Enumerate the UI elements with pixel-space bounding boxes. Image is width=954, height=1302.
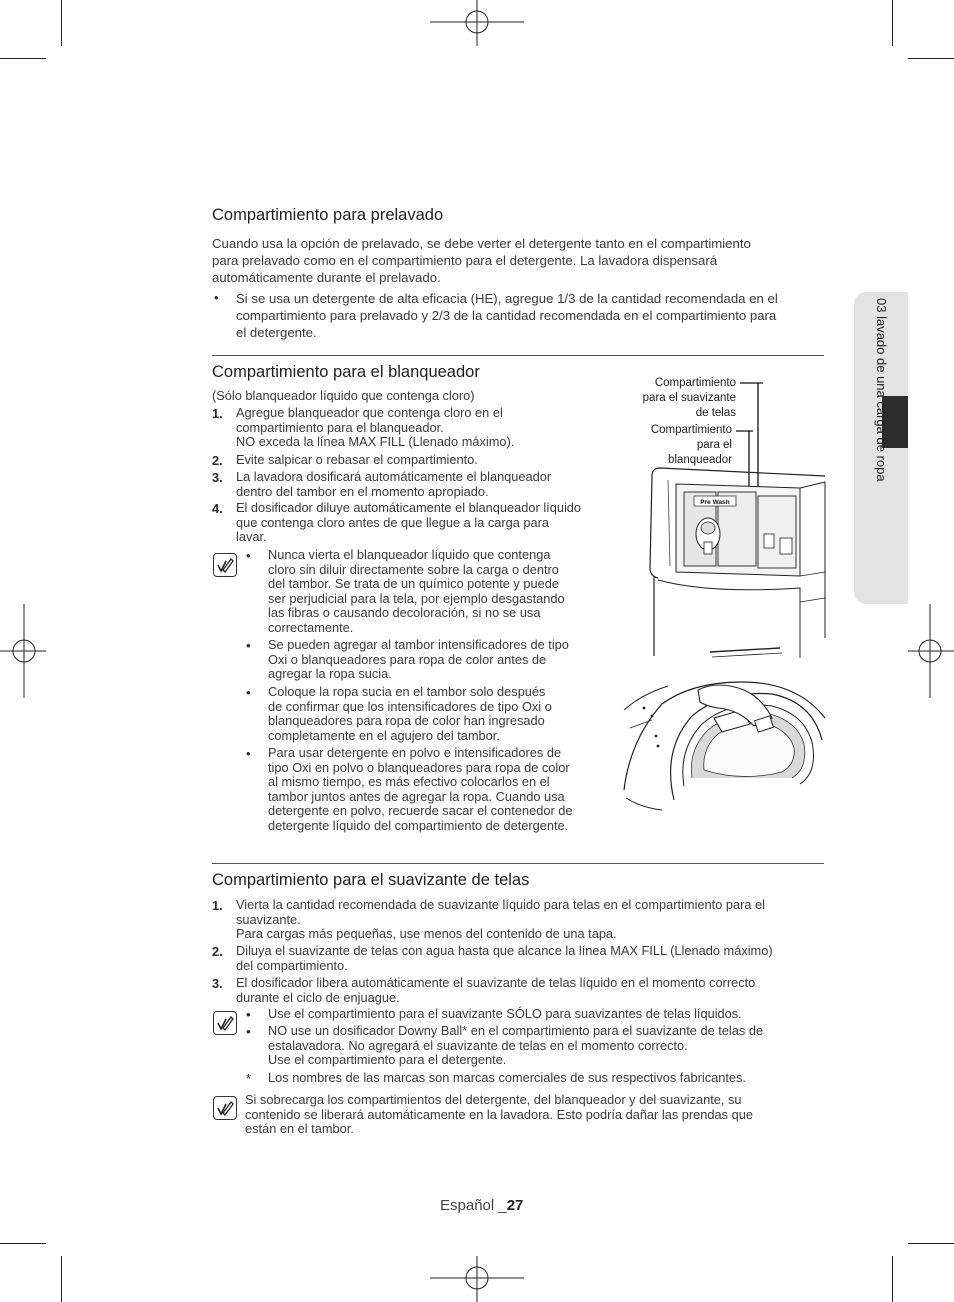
crop-mark (61, 0, 62, 46)
bleach-note-3: Coloque la ropa sucia en el tambor solo después de confirmar que los intensificadores de tipo Oxi o blanqueadores para ropa de color han ingresado completamente en el agujero del tambor. (268, 684, 552, 743)
bleach-heading: Compartimiento para el blanqueador (212, 363, 480, 381)
step-number: 2. (212, 944, 223, 959)
note-pencil-icon (213, 1011, 237, 1035)
prewash-paragraph: Cuando usa la opción de prelavado, se debe verter el detergente tanto en el compartimiento para prelavado como en el compartimiento para el detergente. La lavadora dispensará automáticamente durante el prelavado. (212, 236, 751, 285)
bleach-step-2: Evite salpicar o rebasar el compartimiento. (236, 452, 478, 467)
softener-step-2: Diluya el suavizante de telas con agua hasta que alcance la línea MAX FILL (Llenado máximo) del compartimiento. (236, 943, 773, 973)
note-pencil-icon (213, 553, 237, 577)
page-number: 27 (506, 1197, 524, 1214)
bullet: • (246, 1024, 251, 1039)
bullet: • (246, 548, 251, 563)
section-divider (212, 355, 824, 356)
dispenser-drawer-illustration (640, 376, 830, 658)
step-number: 4. (212, 501, 223, 516)
page-footer (440, 1197, 523, 1214)
crop-mark (892, 0, 893, 46)
registration-mark-top (430, 0, 524, 48)
bleach-step-1: Agregue blanqueador que contenga cloro en el compartimiento para el blanqueador. NO exceda la línea MAX FILL (Llenado máximo). (236, 405, 515, 450)
footer-language: Español _ (440, 1197, 507, 1214)
bleach-step-4: El dosificador diluye automáticamente el blanqueador líquido que contenga cloro antes de que llegue a la carga para lavar. (236, 500, 582, 545)
softener-note-1: Use el compartimiento para el suavizante SÓLO para suavizantes de telas líquidos. (268, 1006, 742, 1021)
prewash-bullet-text: Si se usa un detergente de alta eficacia (HE), agregue 1/3 de la cantidad recomendada en el compartimiento para prelavado y 2/3 de la cantidad recomendada en el compartimiento para el detergente. (236, 291, 778, 340)
drum-illustration (622, 680, 827, 812)
softener-step-1: Vierta la cantidad recomendada de suavizante líquido para telas en el compartimiento para el suavizante. Para cargas más pequeñas, use menos del contenido de una tapa. (236, 897, 766, 942)
crop-mark (61, 1256, 62, 1302)
bleach-note-2: Se pueden agregar al tambor intensificadores de tipo Oxi o blanqueadores para ropa de color antes de agregar la ropa sucia. (268, 637, 569, 682)
bullet: • (246, 685, 251, 700)
bleach-step-3: La lavadora dosificará automáticamente el blanqueador dentro del tambor en el momento apropiado. (236, 469, 552, 499)
step-number: 1. (212, 898, 223, 913)
prewash-heading: Compartimiento para prelavado (212, 206, 444, 224)
bleach-note-1: Nunca vierta el blanqueador líquido que contenga cloro sin diluir directamente sobre la carga o dentro del tambor. Se trata de un químico potente y puede ser perjudicial para la tela, por ejemplo desgastando las fibras o causando decoloración, si no se usa correctamente. (268, 547, 565, 635)
crop-mark (908, 1243, 954, 1244)
drawer-prewash-label: Pre Wash (700, 499, 730, 506)
overload-warning: Si sobrecarga los compartimientos del detergente, del blanqueador y del suavizante, su contenido se liberará automáticamente en la lavadora. Esto podría dañar las prendas que están en el tambor. (245, 1092, 753, 1137)
bullet: • (246, 746, 251, 761)
registration-mark-right (906, 604, 954, 698)
callout-softener-compartment: Compartimiento para el suavizante de telas (642, 377, 736, 419)
crop-mark (892, 1256, 893, 1302)
softener-step-3: El dosificador libera automáticamente el suavizante de telas líquido en el momento correcto durante el ciclo de enjuague. (236, 975, 756, 1005)
callout-bleach-compartment: Compartimiento para el blanqueador (650, 424, 732, 466)
step-number: 1. (212, 406, 223, 421)
crop-mark (0, 58, 46, 59)
bullet: • (246, 638, 251, 653)
softener-note-3: Los nombres de las marcas son marcas comerciales de sus respectivos fabricantes. (268, 1070, 746, 1085)
bullet: • (214, 290, 219, 305)
softener-heading: Compartimiento para el suavizante de telas (212, 871, 530, 889)
registration-mark-bottom (430, 1256, 524, 1302)
step-number: 3. (212, 470, 223, 485)
crop-mark (908, 58, 954, 59)
step-number: 3. (212, 976, 223, 991)
section-divider (212, 863, 824, 864)
softener-note-2: NO use un dosificador Downy Ball* en el compartimiento para el suavizante de telas de estalavadora. No agregará el suavizante de telas en el momento correcto. Use el compartimiento para el detergente. (268, 1023, 764, 1068)
asterisk: * (246, 1071, 252, 1086)
bullet: • (246, 1007, 251, 1022)
bleach-subtitle: (Sólo blanqueador líquido que contenga cloro) (212, 388, 475, 403)
step-number: 2. (212, 453, 223, 468)
bleach-note-4: Para usar detergente en polvo e intensificadores de tipo Oxi en polvo o blanqueadores para ropa de color al mismo tiempo, es más efectivo colocarlos en el tambor juntos antes de agregar la ropa. Cuando usa detergente en polvo, recuerde sacar el contenedor de detergente líquido del compartimiento de detergente. (268, 745, 573, 833)
chapter-tab-label: 03 lavado de una carga de ropa (874, 298, 889, 482)
note-pencil-icon (213, 1096, 237, 1120)
crop-mark (0, 1243, 46, 1244)
registration-mark-left (0, 604, 48, 698)
